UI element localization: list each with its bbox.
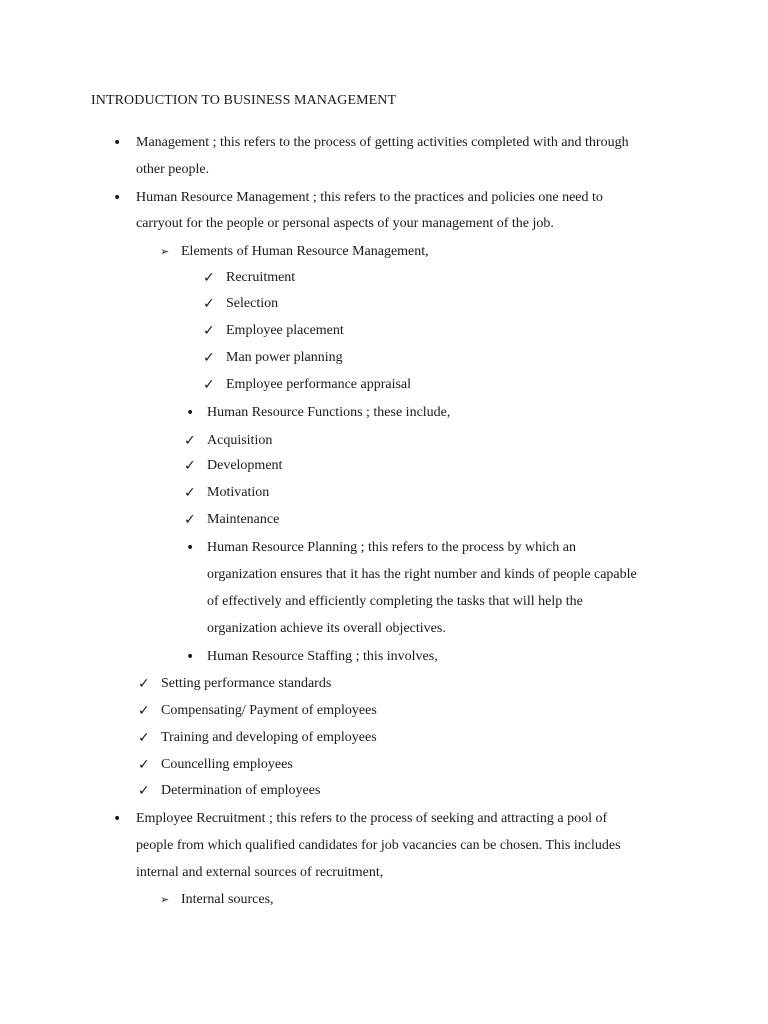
checkmark-icon: ✓ <box>138 783 150 799</box>
check-item-appraisal: Employee performance appraisal <box>226 377 412 392</box>
checkmark-icon: ✓ <box>138 730 150 746</box>
checkmark-icon: ✓ <box>184 458 196 474</box>
check-item-development: Development <box>207 458 283 473</box>
check-item-placement: Employee placement <box>226 323 344 338</box>
bullet-icon: • <box>186 405 195 421</box>
checkmark-icon: ✓ <box>203 296 215 312</box>
list-item-continuation: internal and external sources of recruitment, <box>136 865 384 880</box>
check-item-determination: Determination of employees <box>161 783 321 798</box>
arrow-bullet-icon: ➢ <box>160 245 170 258</box>
check-item-manpower: Man power planning <box>226 350 343 365</box>
list-item-hr-planning: Human Resource Planning ; this refers to the process by which an <box>207 540 576 555</box>
checkmark-icon: ✓ <box>184 485 196 501</box>
checkmark-icon: ✓ <box>203 270 215 286</box>
checkmark-icon: ✓ <box>203 350 215 366</box>
check-item-standards: Setting performance standards <box>161 676 332 691</box>
check-item-compensating: Compensating/ Payment of employees <box>161 703 377 718</box>
list-item-recruitment: Employee Recruitment ; this refers to the process of seeking and attracting a pool of <box>136 811 608 826</box>
list-item-hr-staffing: Human Resource Staffing ; this involves, <box>207 649 438 664</box>
arrow-bullet-icon: ➢ <box>160 893 170 906</box>
checkmark-icon: ✓ <box>203 323 215 339</box>
sub-heading-elements: Elements of Human Resource Management, <box>181 244 429 259</box>
bullet-icon: • <box>113 811 122 827</box>
bullet-icon: • <box>186 649 195 665</box>
list-item-hrm: Human Resource Management ; this refers to the practices and policies one need to <box>136 190 603 205</box>
list-item-continuation: organization ensures that it has the right number and kinds of people capable <box>207 567 637 582</box>
bullet-icon: • <box>186 540 195 556</box>
list-item-continuation: organization achieve its overall objectives. <box>207 621 446 636</box>
check-item-recruitment: Recruitment <box>226 270 296 285</box>
page-title: INTRODUCTION TO BUSINESS MANAGEMENT <box>91 93 397 108</box>
checkmark-icon: ✓ <box>184 512 196 528</box>
list-item-hr-functions: Human Resource Functions ; these include, <box>207 405 451 420</box>
checkmark-icon: ✓ <box>184 433 196 449</box>
list-item-continuation: carryout for the people or personal aspects of your management of the job. <box>136 216 554 231</box>
check-item-selection: Selection <box>226 296 279 311</box>
list-item-continuation: people from which qualified candidates for job vacancies can be chosen. This includes <box>136 838 621 853</box>
list-item-continuation: other people. <box>136 162 210 177</box>
checkmark-icon: ✓ <box>203 377 215 393</box>
sub-heading-internal-sources: Internal sources, <box>181 892 274 907</box>
checkmark-icon: ✓ <box>138 703 150 719</box>
check-item-councelling: Councelling employees <box>161 757 293 772</box>
list-item-management: Management ; this refers to the process of getting activities completed with and through <box>136 135 629 150</box>
checkmark-icon: ✓ <box>138 757 150 773</box>
check-item-motivation: Motivation <box>207 485 270 500</box>
check-item-maintenance: Maintenance <box>207 512 280 527</box>
checkmark-icon: ✓ <box>138 676 150 692</box>
bullet-icon: • <box>113 135 122 151</box>
list-item-continuation: of effectively and efficiently completing the tasks that will help the <box>207 594 583 609</box>
bullet-icon: • <box>113 190 122 206</box>
check-item-training: Training and developing of employees <box>161 730 377 745</box>
check-item-acquisition: Acquisition <box>207 433 273 448</box>
